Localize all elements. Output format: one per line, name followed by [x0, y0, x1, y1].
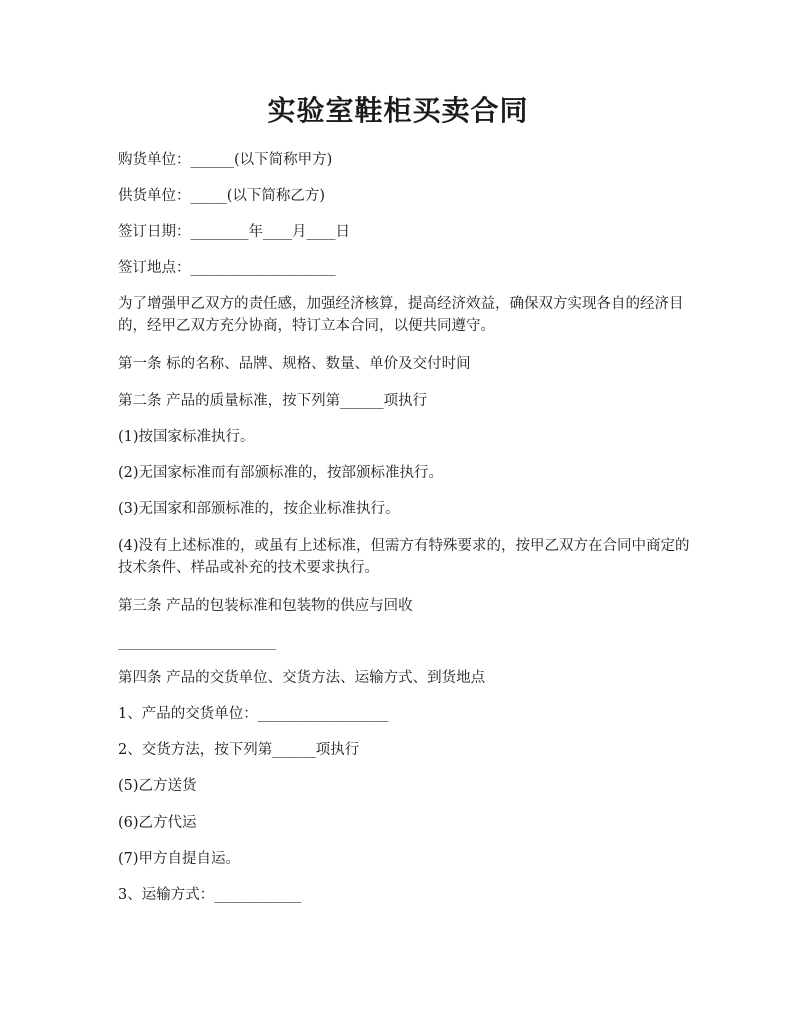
- preamble-paragraph: 为了增强甲乙双方的责任感，加强经济核算，提高经济效益，确保双方实现各自的经济目的，经甲乙双方充分协商，特订立本合同，以便共同遵守。: [118, 296, 684, 334]
- transport-method-line: 3、运输方式：____________: [118, 887, 302, 903]
- article-4-heading: 第四条 产品的交货单位、交货方法、运输方式、到货地点: [118, 670, 486, 686]
- supplier-unit-line: 供货单位：_____(以下简称乙方): [118, 188, 326, 204]
- clause-item: (2)无国家标准而有部颁标准的，按部颁标准执行。: [118, 465, 444, 481]
- buyer-unit-line: 购货单位：______(以下简称甲方): [118, 152, 333, 168]
- blank-fill-line: [118, 649, 276, 650]
- article-1-heading: 第一条 标的名称、品牌、规格、数量、单价及交付时间: [118, 356, 471, 372]
- article-3-heading: 第三条 产品的包装标准和包装物的供应与回收: [118, 598, 413, 614]
- page-title: 实验室鞋柜买卖合同: [267, 94, 529, 127]
- clause-item: (3)无国家和部颁标准的，按企业标准执行。: [118, 501, 400, 517]
- clause-item: (1)按国家标准执行。: [118, 429, 255, 445]
- delivery-unit-line: 1、产品的交货单位：__________________: [118, 706, 389, 722]
- delivery-method-line: 2、交货方法，按下列第______项执行: [118, 742, 360, 758]
- clause-item: (6)乙方代运: [118, 815, 197, 831]
- clause-item: (7)甲方自提自运。: [118, 851, 241, 867]
- signing-date-line: 签订日期：________年____月____日: [118, 224, 350, 240]
- signing-place-line: 签订地点：____________________: [118, 260, 336, 276]
- clause-item: (5)乙方送货: [118, 778, 197, 794]
- article-2-heading: 第二条 产品的质量标准，按下列第______项执行: [118, 393, 428, 409]
- clause-item: (4)没有上述标准的，或虽有上述标准，但需方有特殊要求的，按甲乙双方在合同中商定的技术条件、样品或补充的技术要求执行。: [118, 538, 690, 576]
